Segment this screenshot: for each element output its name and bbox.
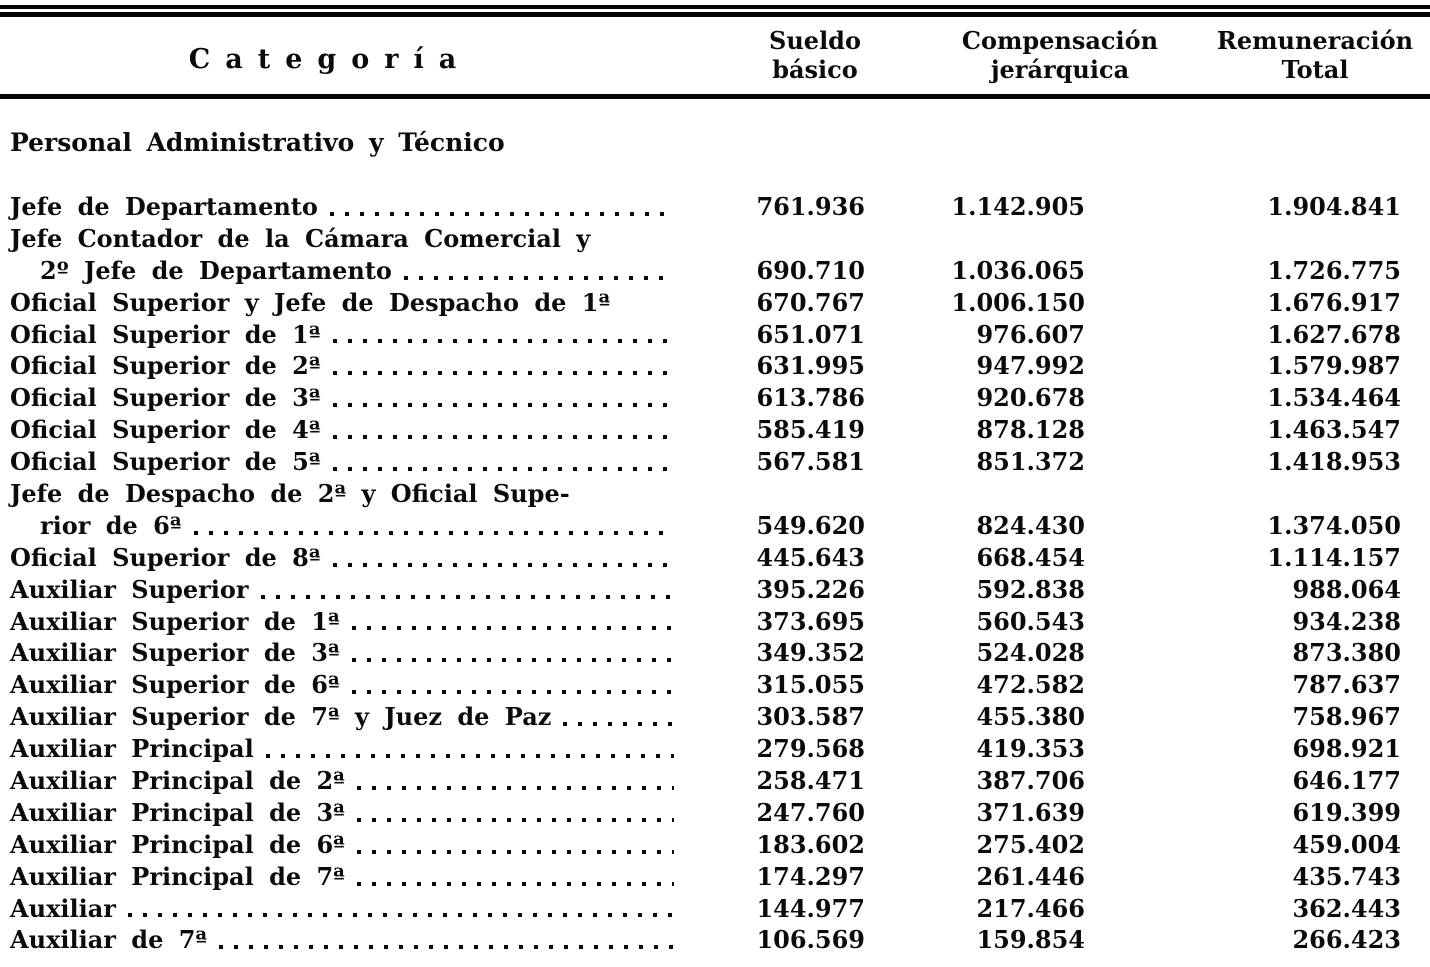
remuneracion-total-value: 1.463.547 <box>1267 415 1401 445</box>
table-row-line <box>0 255 1430 287</box>
remuneracion-total-value: 362.443 <box>1292 893 1401 923</box>
remuneracion-total-value: 1.726.775 <box>1267 255 1401 285</box>
category-label: Auxiliar Superior de 1ª <box>10 606 340 636</box>
compensacion-jerarquica-value: 1.142.905 <box>951 192 1085 221</box>
table-row-line <box>0 478 1430 510</box>
compensacion-jerarquica-value: 592.838 <box>976 574 1085 604</box>
remuneracion-total-value: 1.627.678 <box>1267 319 1401 349</box>
dotted-leader <box>333 339 675 343</box>
table-row-line <box>0 861 1430 893</box>
sueldo-basico-value: 690.710 <box>756 255 865 285</box>
sueldo-basico-value: 279.568 <box>756 734 865 764</box>
category-label: Auxiliar Superior <box>10 574 249 604</box>
dotted-leader <box>333 435 675 439</box>
category-label: Jefe de Departamento <box>10 192 318 221</box>
category-label: Auxiliar Superior de 3ª <box>10 638 340 668</box>
dotted-leader <box>333 563 675 567</box>
column-header-line: Remuneración <box>1216 26 1414 55</box>
compensacion-jerarquica-value: 668.454 <box>976 542 1085 572</box>
remuneracion-total-value: 1.676.917 <box>1267 287 1401 317</box>
category-cell <box>10 669 680 701</box>
dotted-leader <box>219 945 674 949</box>
category-cell <box>10 893 680 925</box>
category-cell <box>10 542 680 574</box>
compensacion-jerarquica-value: 261.446 <box>976 861 1085 891</box>
remuneracion-total-value: 646.177 <box>1292 766 1401 796</box>
compensacion-jerarquica-value: 976.607 <box>976 319 1085 349</box>
category-cell <box>10 733 680 765</box>
sueldo-basico-value: 183.602 <box>756 829 865 859</box>
remuneracion-total-value: 1.904.841 <box>1267 192 1401 221</box>
category-label: Oficial Superior y Jefe de Despacho de 1ª <box>10 287 611 317</box>
dotted-leader <box>261 595 674 599</box>
category-cell <box>10 797 680 829</box>
compensacion-jerarquica-value: 455.380 <box>976 702 1085 732</box>
sueldo-basico-value: 585.419 <box>756 415 865 445</box>
table-row-line <box>0 893 1430 925</box>
sueldo-basico-value: 613.786 <box>756 383 865 413</box>
category-label: Auxiliar Superior de 7ª y Juez de Paz <box>10 702 552 732</box>
category-cell <box>10 637 680 669</box>
column-header-line: Total <box>1281 55 1349 84</box>
remuneracion-total-value: 698.921 <box>1292 734 1401 764</box>
compensacion-jerarquica-value: 1.036.065 <box>951 255 1085 285</box>
remuneracion-total-value: 266.423 <box>1292 925 1401 955</box>
table-row-line <box>0 765 1430 797</box>
compensacion-jerarquica-value: 387.706 <box>976 766 1085 796</box>
dotted-leader <box>266 754 674 758</box>
category-cell <box>10 350 680 382</box>
dotted-leader <box>563 722 674 726</box>
table-row-line <box>0 446 1430 478</box>
dotted-leader <box>357 850 674 854</box>
dotted-leader <box>357 818 674 822</box>
table-row-line <box>0 701 1430 733</box>
dotted-leader <box>333 467 675 471</box>
category-label: Auxiliar <box>10 893 116 923</box>
category-label: Jefe Contador de la Cámara Comercial y <box>10 223 591 253</box>
top-border-rule-lower <box>0 12 1430 17</box>
category-cell <box>10 765 680 797</box>
category-cell <box>10 829 680 861</box>
sueldo-basico-value: 395.226 <box>756 574 865 604</box>
table-row-line <box>0 542 1430 574</box>
dotted-leader <box>194 531 674 535</box>
table-row-line <box>0 350 1430 382</box>
table-row-line <box>0 319 1430 351</box>
category-label: Oficial Superior de 5ª <box>10 447 321 477</box>
category-label: Auxiliar Principal de 6ª <box>10 829 345 859</box>
category-cell <box>10 287 680 319</box>
category-label: Oficial Superior de 8ª <box>10 542 321 572</box>
remuneracion-total-value: 988.064 <box>1292 574 1401 604</box>
compensacion-jerarquica-value: 1.006.150 <box>951 287 1085 317</box>
remuneracion-total-value: 1.579.987 <box>1267 351 1401 381</box>
compensacion-jerarquica-value: 878.128 <box>976 415 1085 445</box>
table-row-line <box>0 606 1430 638</box>
dotted-leader <box>330 212 674 216</box>
compensacion-jerarquica-value: 560.543 <box>976 606 1085 636</box>
dotted-leader <box>333 403 675 407</box>
dotted-leader <box>352 626 674 630</box>
category-label: 2º Jefe de Departamento <box>40 255 392 285</box>
salary-table-body <box>0 191 1430 956</box>
column-header-line: básico <box>772 55 858 84</box>
header-separator-rule <box>0 94 1430 99</box>
category-cell <box>10 701 680 733</box>
category-label: Oficial Superior de 4ª <box>10 415 321 445</box>
table-row-line <box>0 797 1430 829</box>
remuneracion-total-value: 787.637 <box>1292 670 1401 700</box>
compensacion-jerarquica-value: 159.854 <box>976 925 1085 955</box>
remuneracion-total-value: 619.399 <box>1292 797 1401 827</box>
column-header-compensacion-jerarquica <box>930 26 1190 84</box>
category-label: Auxiliar Principal de 2ª <box>10 766 345 796</box>
sueldo-basico-value: 670.767 <box>756 287 865 317</box>
remuneracion-total-value: 435.743 <box>1292 861 1401 891</box>
category-cell <box>10 478 680 510</box>
sueldo-basico-value: 106.569 <box>756 925 865 955</box>
sueldo-basico-value: 349.352 <box>756 638 865 668</box>
category-label: Auxiliar Principal de 7ª <box>10 861 345 891</box>
sueldo-basico-value: 567.581 <box>756 447 865 477</box>
category-label: Auxiliar Principal de 3ª <box>10 797 345 827</box>
table-row-line <box>0 574 1430 606</box>
category-cell <box>10 414 680 446</box>
sueldo-basico-value: 258.471 <box>756 766 865 796</box>
remuneracion-total-value: 459.004 <box>1292 829 1401 859</box>
dotted-leader <box>404 276 674 280</box>
category-cell <box>10 510 680 542</box>
column-header-sueldo-basico <box>715 26 915 84</box>
compensacion-jerarquica-value: 524.028 <box>976 638 1085 668</box>
dotted-leader <box>128 913 674 917</box>
category-label: Oficial Superior de 3ª <box>10 383 321 413</box>
table-row-line <box>0 637 1430 669</box>
sueldo-basico-value: 174.297 <box>756 861 865 891</box>
sueldo-basico-value: 373.695 <box>756 606 865 636</box>
remuneracion-total-value: 873.380 <box>1292 638 1401 668</box>
dotted-leader <box>333 371 675 375</box>
category-cell <box>10 255 680 287</box>
category-label: Oficial Superior de 1ª <box>10 319 321 349</box>
category-cell <box>10 191 680 223</box>
compensacion-jerarquica-value: 371.639 <box>976 797 1085 827</box>
compensacion-jerarquica-value: 851.372 <box>976 447 1085 477</box>
category-cell <box>10 319 680 351</box>
category-cell <box>10 382 680 414</box>
sueldo-basico-value: 761.936 <box>756 192 865 221</box>
remuneracion-total-value: 1.114.157 <box>1267 542 1401 572</box>
category-label: Jefe de Despacho de 2ª y Oficial Supe- <box>10 479 570 509</box>
column-header-line: Compensación <box>961 26 1159 55</box>
compensacion-jerarquica-value: 920.678 <box>976 383 1085 413</box>
table-row-line <box>0 733 1430 765</box>
category-label: Auxiliar de 7ª <box>10 925 208 955</box>
dotted-leader <box>357 882 674 886</box>
category-cell <box>10 574 680 606</box>
compensacion-jerarquica-value: 275.402 <box>976 829 1085 859</box>
column-header-line: Sueldo <box>769 26 861 55</box>
category-label: Auxiliar Principal <box>10 734 254 764</box>
column-header-remuneracion-total <box>1190 26 1430 84</box>
category-cell <box>10 606 680 638</box>
category-label: Oficial Superior de 2ª <box>10 351 321 381</box>
table-row-line <box>0 829 1430 861</box>
category-cell <box>10 861 680 893</box>
compensacion-jerarquica-value: 472.582 <box>976 670 1085 700</box>
category-cell <box>10 223 680 255</box>
remuneracion-total-value: 1.418.953 <box>1267 447 1401 477</box>
remuneracion-total-value: 758.967 <box>1292 702 1401 732</box>
compensacion-jerarquica-value: 217.466 <box>976 893 1085 923</box>
compensacion-jerarquica-value: 419.353 <box>976 734 1085 764</box>
column-header-categoria: Categoría <box>188 44 472 75</box>
top-border-rule-upper <box>0 5 1430 9</box>
table-row-line <box>0 287 1430 319</box>
compensacion-jerarquica-value: 824.430 <box>976 510 1085 540</box>
table-row-line <box>0 223 1430 255</box>
table-row-line <box>0 510 1430 542</box>
dotted-leader <box>352 690 674 694</box>
category-label: rior de 6ª <box>40 510 182 540</box>
category-label: Auxiliar Superior de 6ª <box>10 670 340 700</box>
table-row-line <box>0 414 1430 446</box>
sueldo-basico-value: 651.071 <box>756 319 865 349</box>
sueldo-basico-value: 144.977 <box>756 893 865 923</box>
section-title: Personal Administrativo y Técnico <box>10 128 505 157</box>
sueldo-basico-value: 315.055 <box>756 670 865 700</box>
table-row-line <box>0 382 1430 414</box>
sueldo-basico-value: 445.643 <box>756 542 865 572</box>
category-cell <box>10 446 680 478</box>
remuneracion-total-value: 1.534.464 <box>1267 383 1401 413</box>
remuneracion-total-value: 1.374.050 <box>1267 510 1401 540</box>
sueldo-basico-value: 549.620 <box>756 510 865 540</box>
dotted-leader <box>352 658 674 662</box>
compensacion-jerarquica-value: 947.992 <box>976 351 1085 381</box>
category-cell <box>10 924 680 956</box>
remuneracion-total-value: 934.238 <box>1292 606 1401 636</box>
dotted-leader <box>357 786 674 790</box>
sueldo-basico-value: 303.587 <box>756 702 865 732</box>
table-row-line <box>0 669 1430 701</box>
column-header-line: jerárquica <box>990 55 1130 84</box>
sueldo-basico-value: 247.760 <box>756 797 865 827</box>
sueldo-basico-value: 631.995 <box>756 351 865 381</box>
table-row-line <box>0 924 1430 956</box>
table-row-line <box>0 191 1430 223</box>
